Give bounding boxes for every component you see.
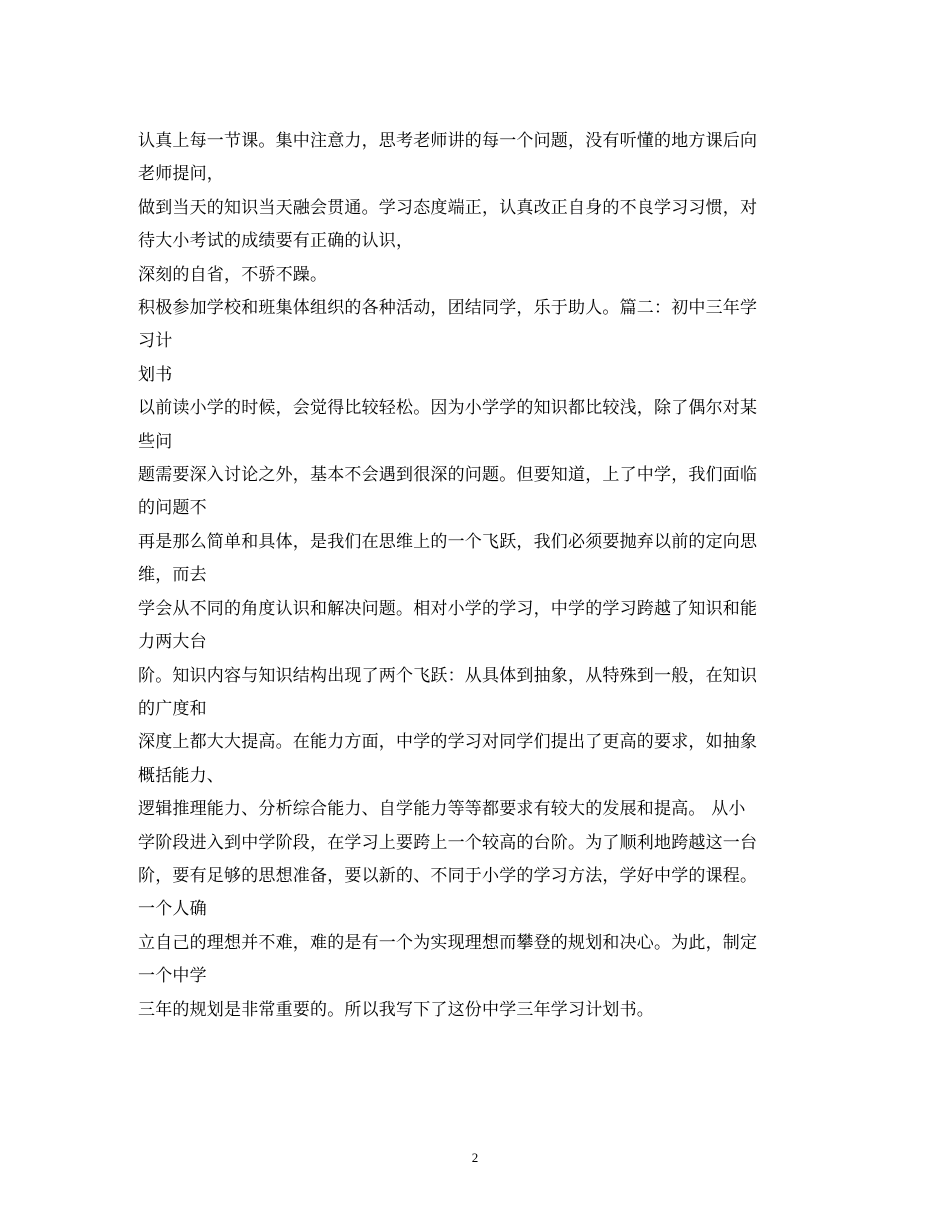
text-line: 划书 [138,364,173,385]
text-line: 以前读小学的时候，会觉得比较轻松。因为小学学的知识都比较浅，除了偶尔对某 [138,398,758,419]
body-text [138,125,818,1027]
text-line: 再是那么简单和具体，是我们在思维上的一个飞跃，我们必须要抛弃以前的定向思 [138,531,758,552]
text-line: 习计 [138,331,173,352]
text-line: 一个人确 [138,899,207,920]
text-line: 深度上都大大提高。在能力方面，中学的学习对同学们提出了更高的要求，如抽象 [138,732,758,753]
text-line: 逻辑推理能力、分析综合能力、自学能力等等都要求有较大的发展和提高。 从小 [138,799,746,820]
text-line: 做到当天的知识当天融会贯通。学习态度端正，认真改正自身的不良学习习惯，对 [138,197,758,218]
text-line: 些问 [138,431,173,452]
text-line: 阶，要有足够的思想准备，要以新的、不同于小学的学习方法，学好中学的课程。 [138,865,758,886]
text-line: 学阶段进入到中学阶段，在学习上要跨上一个较高的台阶。为了顺利地跨越这一台 [138,832,758,853]
text-line: 题需要深入讨论之外，基本不会遇到很深的问题。但要知道，上了中学，我们面临 [138,465,758,486]
text-line: 老师提问， [138,164,224,185]
text-line: 维，而去 [138,565,207,586]
text-line: 力两大台 [138,632,207,653]
text-line: 认真上每一节课。集中注意力，思考老师讲的每一个问题，没有听懂的地方课后向 [138,131,758,151]
page-number: 2 [471,1150,479,1165]
text-line: 概括能力、 [138,765,224,786]
text-line: 学会从不同的角度认识和解决问题。相对小学的学习，中学的学习跨越了知识和能 [138,598,758,619]
text-line: 积极参加学校和班集体组织的各种活动，团结同学，乐于助人。篇二：初中三年学 [138,298,758,319]
text-line: 三年的规划是非常重要的。所以我写下了这份中学三年学习计划书。 [138,999,654,1020]
text-line: 的广度和 [138,698,207,719]
text-line: 待大小考试的成绩要有正确的认识， [138,231,414,252]
text-line: 的问题不 [138,498,207,519]
text-line: 立自己的理想并不难，难的是有一个为实现理想而攀登的规划和决心。为此，制定 [138,932,758,953]
text-line: 深刻的自省，不骄不躁。 [138,264,328,285]
text-line: 阶。知识内容与知识结构出现了两个飞跃：从具体到抽象，从特殊到一般，在知识 [138,665,758,686]
text-line: 一个中学 [138,966,207,987]
